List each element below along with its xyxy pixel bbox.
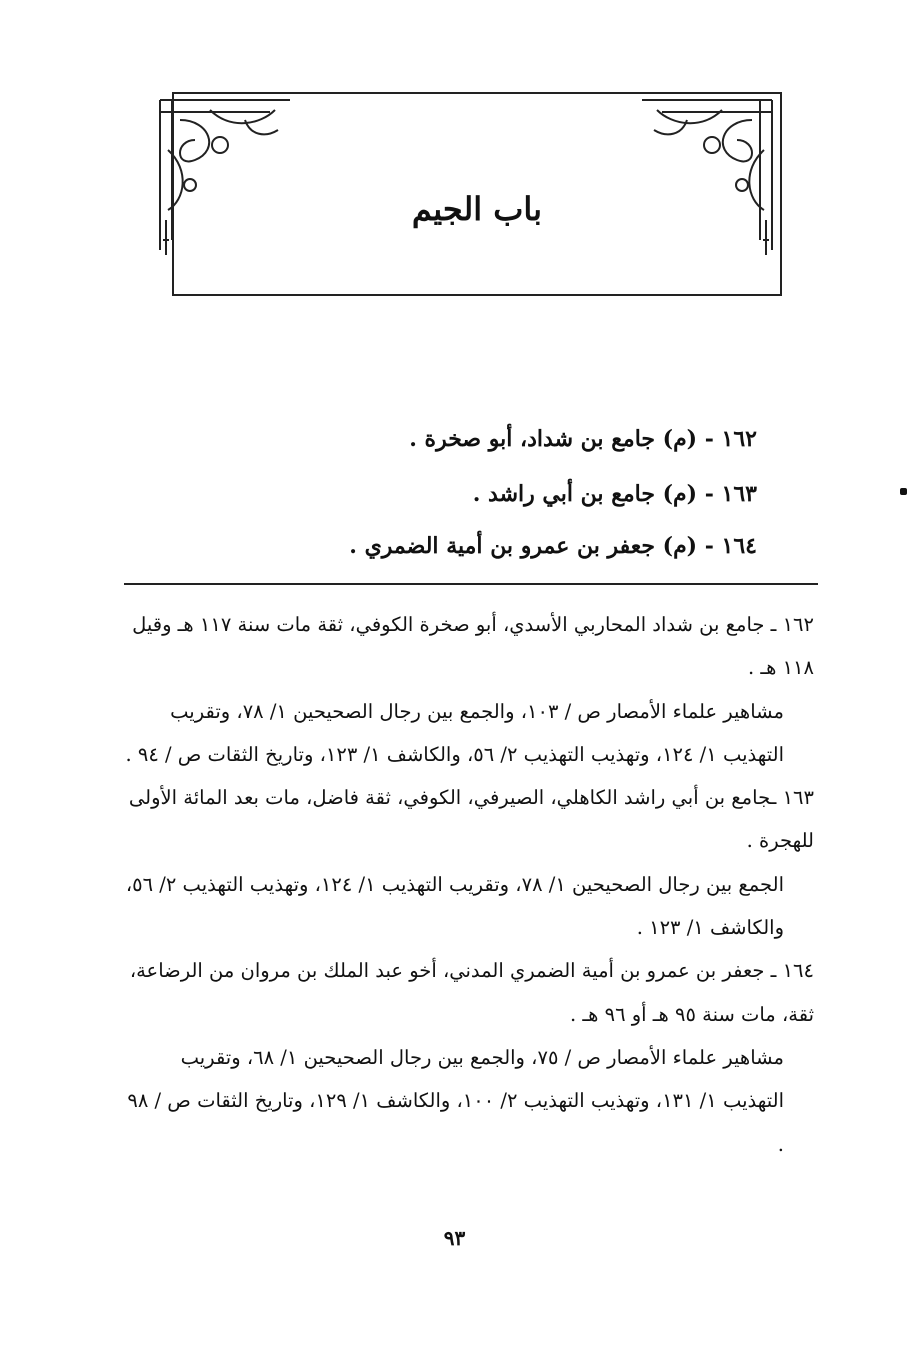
note-163-bio: ١٦٣ ـجامع بن أبي راشد الكاهلي، الصيرفي، الكوفي، ثقة فاضل، مات بعد المائة الأولى للهجرة . bbox=[128, 786, 814, 853]
entry-162: ١٦٢ - (م) جامع بن شداد، أبو صخرة . bbox=[409, 426, 757, 452]
note-164-refs: مشاهير علماء الأمصار ص / ٧٥، والجمع بين رجال الصحيحين ١/ ٦٨، وتقريب التهذيب ١/ ١٣١، وتهذيب التهذيب ٢/ ١٠٠، والكاشف ١/ ١٢٩، وتاريخ الثقات ص / ٩٨ . bbox=[127, 1045, 784, 1156]
footnote-divider bbox=[124, 583, 818, 585]
note-163-refs: الجمع بين رجال الصحيحين ١/ ٧٨، وتقريب التهذيب ١/ ١٢٤، وتهذيب التهذيب ٢/ ٥٦، والكاشف ١/ ١٢٣ . bbox=[125, 872, 784, 940]
ornament-left-icon bbox=[150, 90, 300, 260]
entry-164: ١٦٤ - (م) جعفر بن عمرو بن أمية الضمري . bbox=[349, 533, 757, 559]
note-164-bio: ١٦٤ ـ جعفر بن عمرو بن أمية الضمري المدني، أخو عبد الملك بن مروان من الرضاعة، ثقة، مات سنة ٩٥ هـ أو ٩٦ هـ . bbox=[129, 959, 814, 1026]
chapter-title: باب الجيم bbox=[411, 190, 543, 228]
margin-mark bbox=[900, 488, 907, 495]
note-162-refs: مشاهير علماء الأمصار ص / ١٠٣، والجمع بين رجال الصحيحين ١/ ٧٨، وتقريب التهذيب ١/ ١٢٤، وتهذيب التهذيب ٢/ ٥٦، والكاشف ١/ ١٢٣، وتاريخ الثقات ص / ٩٤ . bbox=[125, 699, 784, 766]
footnotes bbox=[122, 603, 814, 1166]
entry-163: ١٦٣ - (م) جامع بن أبي راشد . bbox=[472, 481, 757, 507]
note-162-bio: ١٦٢ ـ جامع بن شداد المحاربي الأسدي، أبو صخرة الكوفي، ثقة مات سنة ١١٧ هـ وقيل ١١٨ هـ . bbox=[132, 613, 814, 680]
ornament-right-icon bbox=[632, 90, 782, 260]
page-number: ٩٣ bbox=[443, 1226, 466, 1250]
